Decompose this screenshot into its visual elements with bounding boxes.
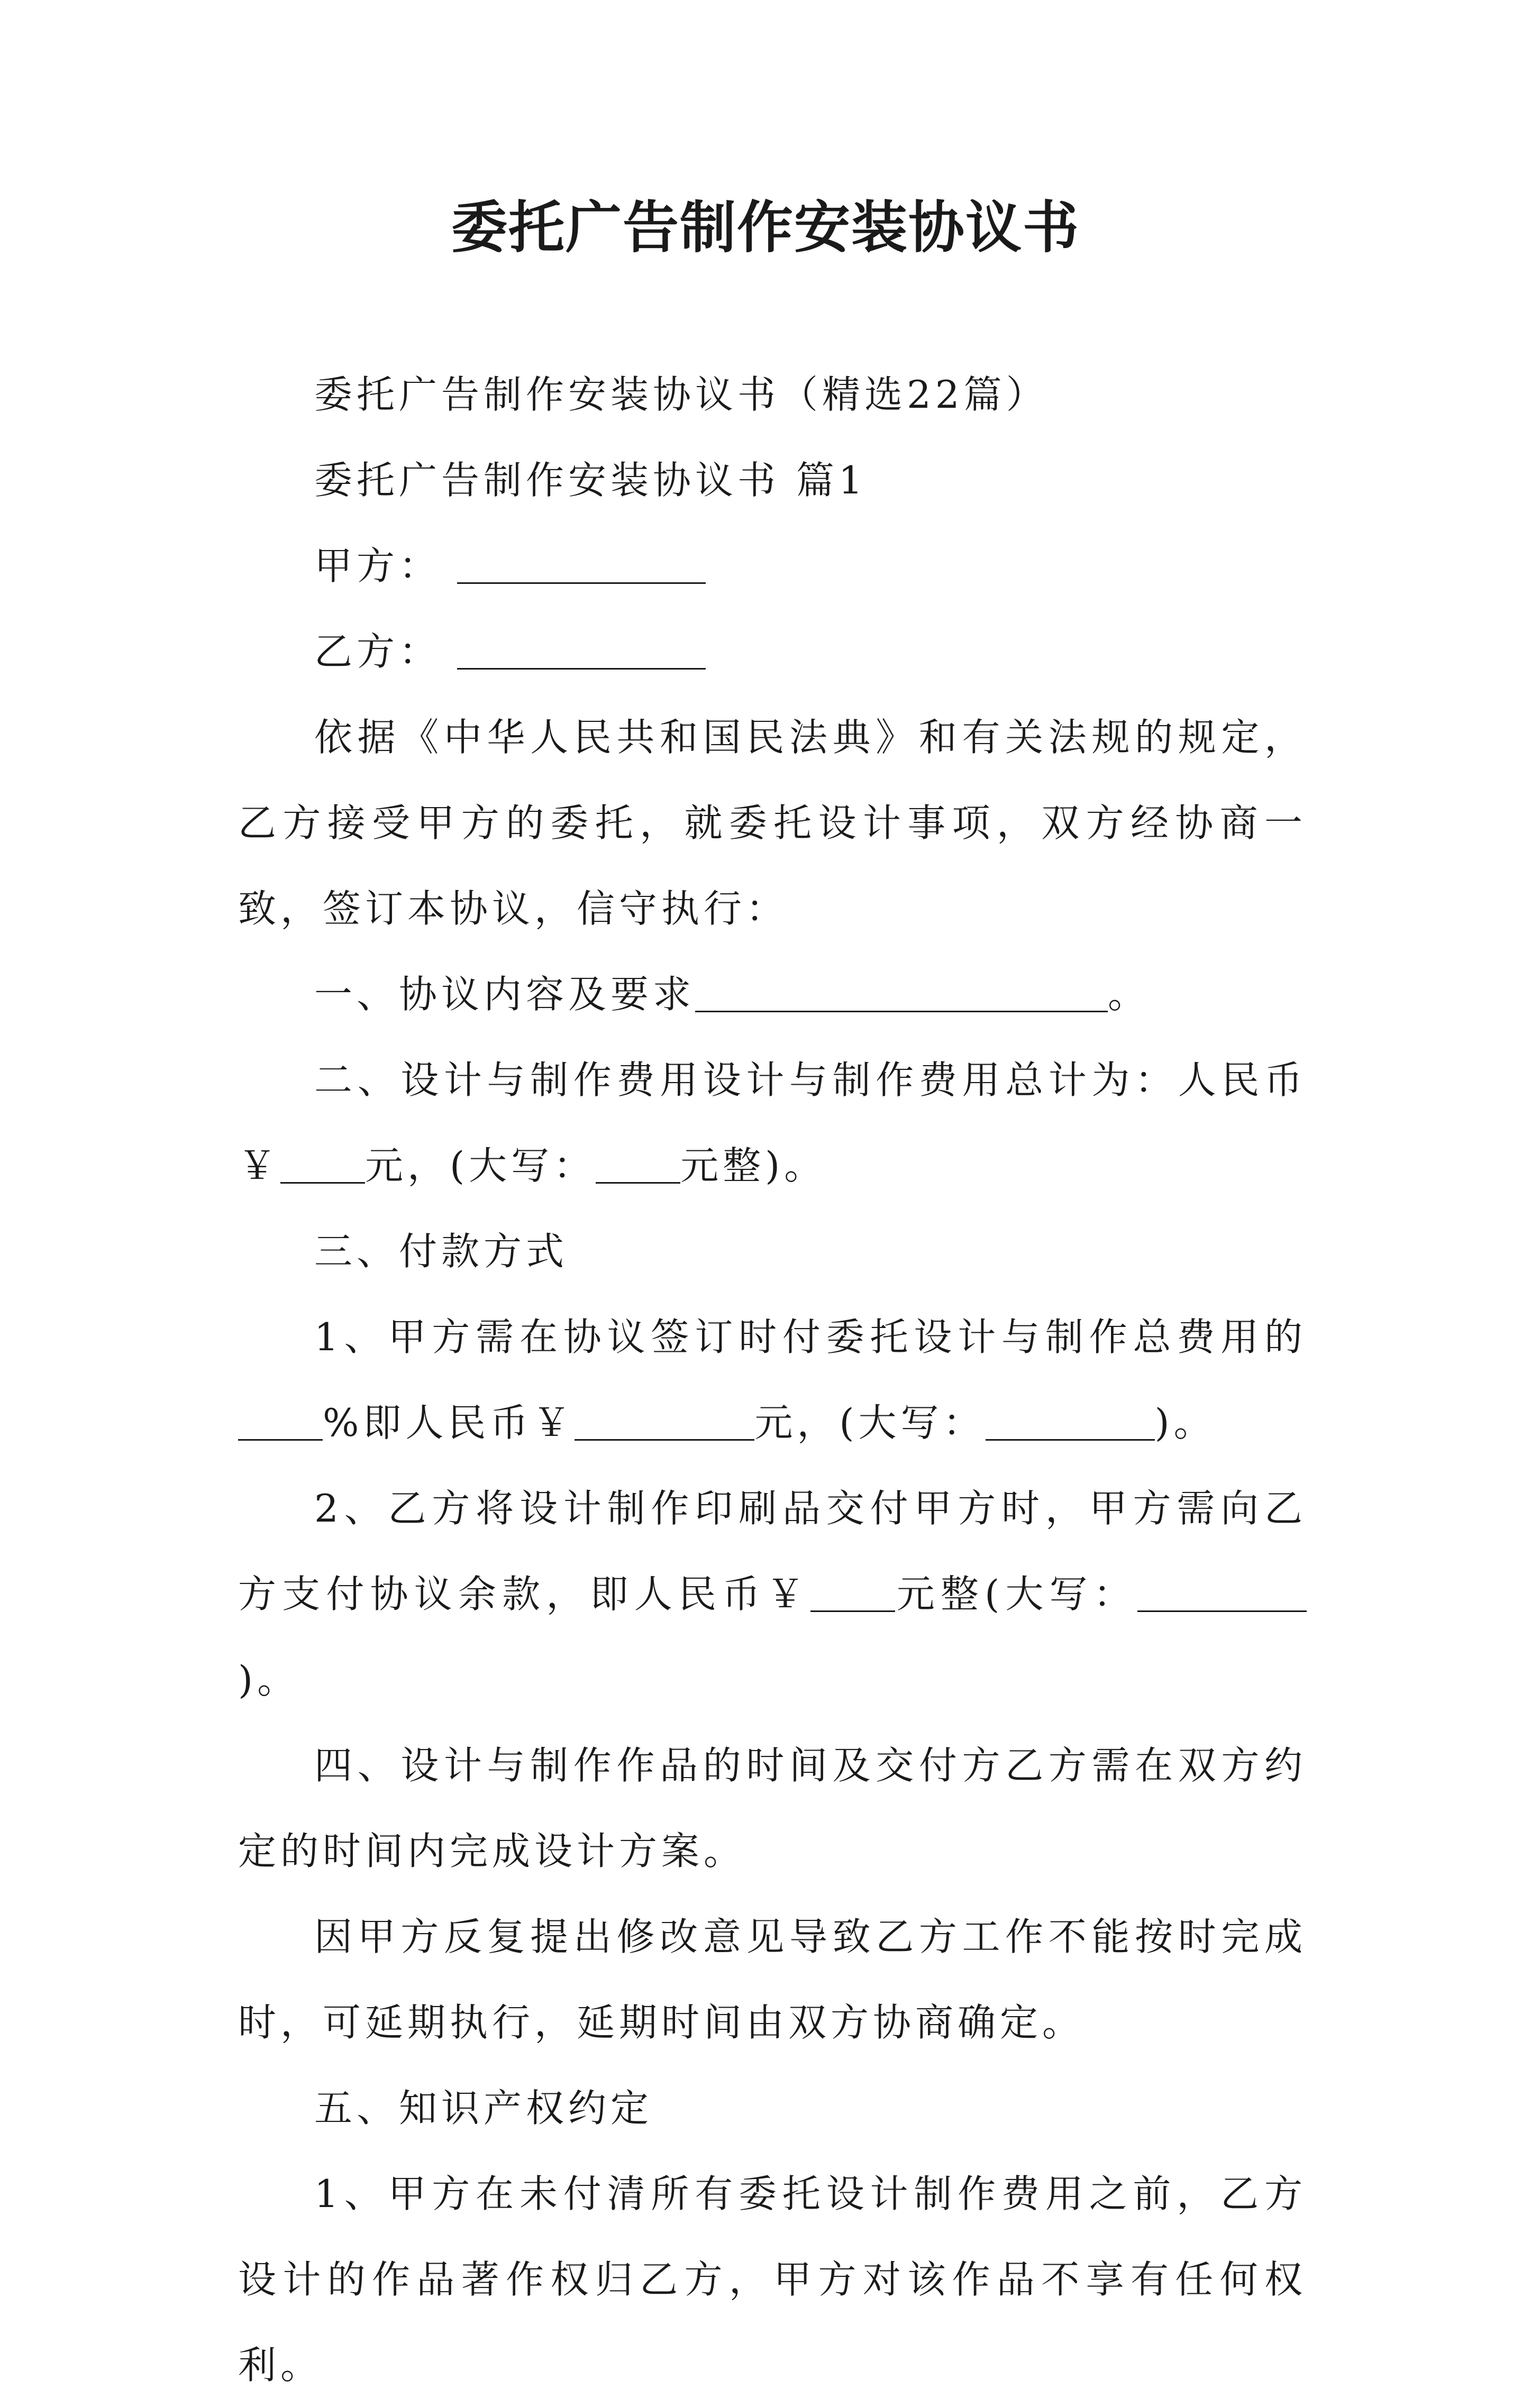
party-b-blank [457,631,706,669]
clause-5-heading [238,2065,1307,2151]
paragraph-text: 三、付款方式 [314,1229,569,1274]
fee-amount-blank [280,1146,365,1183]
paragraph-text: 元，(大写： [754,1400,986,1445]
paragraph-text: 元，(大写： [365,1143,596,1188]
paragraph-text: 五、知识产权约定 [314,2086,653,2130]
deposit-capital-blank [986,1403,1155,1440]
paragraph-text: 2、乙方将设计制作印刷品交付甲方时，甲方需向乙方支付协议余款，即人民币￥ [238,1486,1307,1616]
paragraph-text: %即人民币￥ [323,1400,575,1445]
fee-capital-blank [596,1146,680,1183]
paragraph-text: 依据《中华人民共和国民法典》和有关法规的规定，乙方接受甲方的委托，就委托设计事项，双方经协商一致，签订本协议，信守执行： [238,715,1307,931]
party-a-blank [457,546,706,583]
paragraph-text: 元整)。 [680,1143,827,1188]
paragraph-text: 委托广告制作安装协议书 篇1 [314,458,867,502]
paragraph-text: )。 [1154,1400,1216,1445]
party-a-line [238,523,1307,609]
paragraph-part-heading [238,437,1307,523]
paragraph-text: 1、甲方需在协议签订时付委托设计与制作总费用的 [314,1315,1307,1359]
paragraph-basis [238,694,1307,951]
paragraph-text: 1、甲方在未付清所有委托设计制作费用之前，乙方设计的作品著作权归乙方，甲方对该作品不享有任何权利。 [238,2172,1307,2387]
party-b-label: 乙方： [314,629,442,674]
clause-4-delivery [238,1723,1307,1894]
paragraph-text: 四、设计与制作作品的时间及交付方乙方需在双方约定的时间内完成设计方案。 [238,1743,1307,1873]
party-b-line [238,609,1307,694]
clause-4-extension [238,1894,1307,2065]
paragraph-text: )。 [238,1658,300,1702]
document-body [238,352,1307,2408]
paragraph-text: 二、设计与制作费用设计与制作费用总计为：人民币￥ [238,1058,1307,1188]
paragraph-text: 。 [1108,972,1151,1017]
paragraph-collection-title [238,352,1307,437]
document-title: 委托广告制作安装协议书 [451,194,1080,260]
clause-3-item-1 [238,1294,1307,1466]
party-a-label: 甲方： [314,544,442,588]
paragraph-text: 元整(大写： [895,1572,1137,1616]
clause-3-item-2 [238,1466,1307,1723]
balance-amount-blank [810,1574,895,1612]
content-blank [695,974,1108,1012]
paragraph-text: 委托广告制作安装协议书（精选22篇） [314,372,1049,417]
clause-3-heading [238,1208,1307,1294]
paragraph-text: 因甲方反复提出修改意见导致乙方工作不能按时完成时，可延期执行，延期时间由双方协商确定。 [238,1915,1307,2045]
paragraph-text: 一、协议内容及要求 [314,972,696,1017]
percent-blank [238,1403,323,1440]
clause-1-content [238,951,1307,1037]
clause-2-fee [238,1037,1307,1208]
clause-5-item-1 [238,2151,1307,2408]
balance-capital-blank [1137,1574,1307,1612]
deposit-amount-blank [575,1403,754,1440]
